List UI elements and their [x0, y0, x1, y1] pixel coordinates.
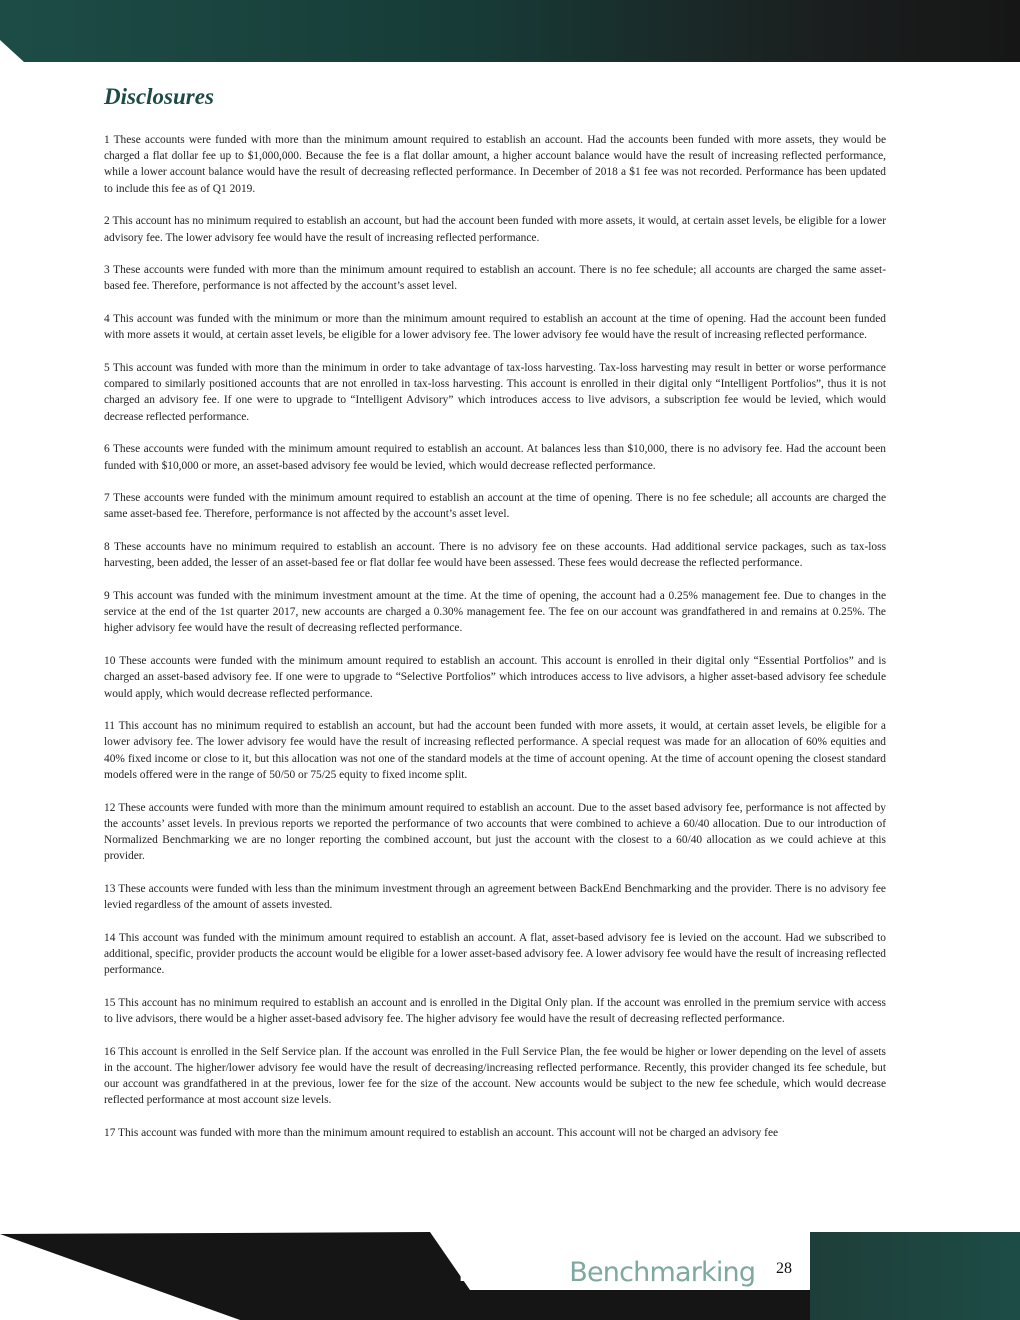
footer-accent-block [810, 1232, 1020, 1320]
disclosure-paragraph: 9 This account was funded with the minimum investment amount at the time. At the time of opening, the account had a 0.25% management fee. Due to changes in the service at the end of the 1st quarter 2017, new accounts are charged a 0.30% management fee. The fee on our account was grandfathered in and remains at 0.25%. The higher advisory fee would have the result of decreasing reflected performance. [104, 590, 886, 635]
page-title: Disclosures [104, 84, 214, 109]
disclosure-paragraph: 4 This account was funded with the minimum or more than the minimum amount required to establish an account at the time of opening. Had the account been funded with more assets it would, at certain asset levels, be eligible for a lower advisory fee. The lower advisory fee would have the result of increasing reflected performance. [104, 313, 886, 342]
disclosure-paragraph: 14 This account was funded with the minimum amount required to establish an account. A flat, asset-based advisory fee is levied on the account. Had we subscribed to additional, specific, provider products the account would be eligible for a lower asset-based advisory fee. A lower advisory fee would have the result of increasing reflected performance. [104, 931, 886, 977]
top-banner [0, 0, 1020, 62]
page-number: 28 [776, 1260, 792, 1277]
disclosure-paragraph: 5 This account was funded with more than the minimum in order to take advantage of tax-loss harvesting. Tax-loss harvesting may result in better or worse performance compared to similarly positioned accounts that are not enrolled in tax-loss harvesting. This account is enrolled in their digital only “Intelligent Portfolios”, thus it is not charged an advisory fee. If one were to upgrade to “Intelligent Advisory” which introduces access to live advisors, a subscription fee would be levied, which would decrease reflected performance. [104, 362, 886, 423]
disclosure-paragraph: 17 This account was funded with more than the minimum amount required to establish an account. This account will not be charged an advisory fee [104, 1127, 779, 1140]
disclosure-paragraph: 11 This account has no minimum required to establish an account, but had the account been funded with more assets, it would, at certain asset levels, be eligible for a lower advisory fee. The lower advisory fee would have the result of increasing reflected performance. A special request was made for an allocation of 60% equities and 40% fixed income or close to it, but this allocation was not one of the standard models at the time of account opening. At the time of account opening the closest standard models offered were in the range of 50/50 or 75/25 equity to fixed income split. [104, 720, 886, 781]
disclosures-body [104, 132, 886, 1194]
disclosure-paragraph: 1 These accounts were funded with more than the minimum amount required to establish an account. Had the accounts been funded with more assets, they would be charged a flat dollar fee up to $1,000,000. Because the fee is a flat dollar amount, a higher account balance would have the result of increasing reflected performance, while a lower account balance would have the result of decreasing reflected performance. In December of 2018 a $1 fee was not recorded. Performance has been updated to include this fee as of Q1 2019. [104, 134, 886, 195]
disclosure-paragraph: 7 These accounts were funded with the minimum amount required to establish an account at the time of opening. There is no fee schedule; all accounts are charged the same asset-based fee. Therefore, performance is not affected by the account’s asset level. [104, 492, 886, 521]
disclosure-paragraph: 12 These accounts were funded with more than the minimum amount required to establish an account. Due to the asset based advisory fee, performance is not affected by the accounts’ asset levels. In previous reports we reported the performance of two accounts that were combined to achieve a 60/40 allocation. Due to our introduction of Normalized Benchmarking we are no longer reporting the combined account, but just the account with the closest to a 60/40 allocation as we could achieve at this provider. [104, 801, 886, 863]
disclosure-paragraph: 13 These accounts were funded with less than the minimum investment through an agreement between BackEnd Benchmarking and the provider. There is no advisory fee levied regardless of the amount of assets invested. [104, 882, 886, 912]
disclosure-paragraph: 3 These accounts were funded with more than the minimum amount required to establish an account. There is no fee schedule; all accounts are charged the same asset-based fee. Therefore, performance is not affected by the account’s asset level. [104, 264, 886, 293]
disclosure-paragraph: 10 These accounts were funded with the minimum amount required to establish an account. This account is enrolled in their digital only “Essential Portfolios” and is charged an asset-based advisory fee. If one were to upgrade to “Selective Portfolios” which introduces access to live advisors, a higher asset-based advisory fee schedule would apply, which would decrease reflected performance. [104, 655, 886, 700]
brand-logo-part1: BackEnd [458, 1257, 570, 1288]
disclosure-paragraph: 2 This account has no minimum required to establish an account, but had the account been funded with more assets, it would, at certain asset levels, be eligible for a lower advisory fee. The lower advisory fee would have the result of increasing reflected performance. [104, 215, 886, 244]
brand-logo-part2: Benchmarking [569, 1257, 756, 1288]
brand-logo [458, 1255, 755, 1291]
disclosure-paragraph: 16 This account is enrolled in the Self Service plan. If the account was enrolled in the Full Service Plan, the fee would be higher or lower depending on the level of assets in the account. The higher/lower advisory fee would have the result of decreasing/increasing reflected performance. Recently, this provider changed its fee schedule, but our account was grandfathered in at the previous, lower fee for the size of the account. New accounts would be subject to the new fee schedule, which would decrease reflected performance at most account size levels. [104, 1045, 886, 1107]
disclosure-paragraph: 6 These accounts were funded with the minimum amount required to establish an account. At balances less than $10,000, there is no advisory fee. Had the account been funded with $10,000 or more, an asset-based advisory fee would be levied, which would decrease reflected performance. [104, 443, 886, 472]
disclosure-paragraph: 15 This account has no minimum required to establish an account and is enrolled in the Digital Only plan. If the account was enrolled in the premium service with access to live advisors, there would be a higher asset-based advisory fee. The higher advisory fee would have the result of decreasing reflected performance. [104, 996, 886, 1026]
disclosure-paragraph: 8 These accounts have no minimum required to establish an account. There is no advisory fee on these accounts. Had additional service packages, such as tax-loss harvesting, been added, the lesser of an asset-based fee or flat dollar fee would have been assessed. These fees would decrease the reflected performance. [104, 541, 886, 570]
